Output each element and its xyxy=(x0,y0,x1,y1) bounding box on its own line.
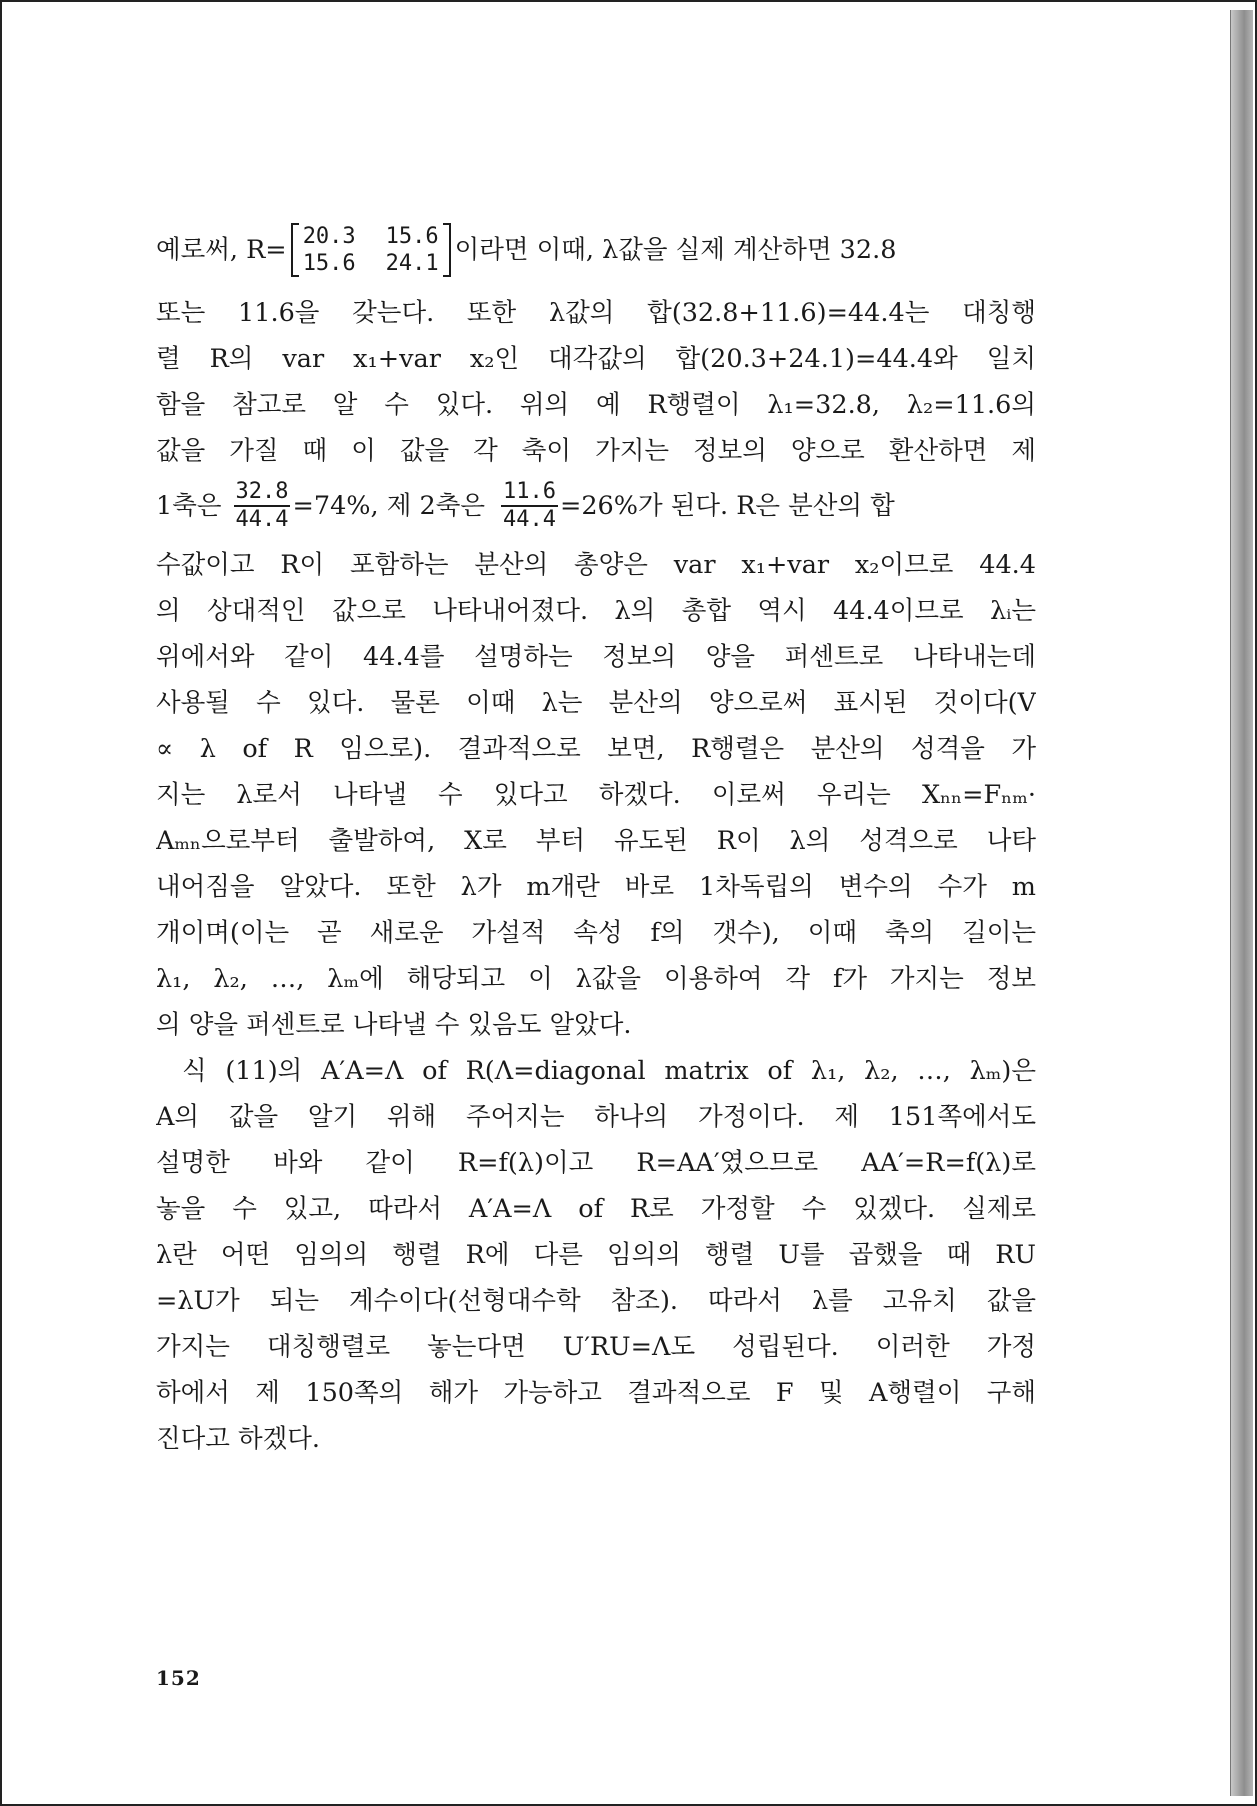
matrix-cells xyxy=(299,223,443,277)
text-line: A의 값을 알기 위해 주어지는 하나의 가정이다. 제 151쪽에서도 xyxy=(156,1102,1036,1132)
fraction-numerator: 11.6 xyxy=(501,479,558,507)
body-text xyxy=(156,218,1036,1462)
text-line: λ란 어떤 임의의 행렬 R에 다른 임의의 행렬 U를 곱했을 때 RU xyxy=(156,1240,1036,1270)
text-line: 렬 R의 var x₁+var x₂인 대각값의 합(20.3+24.1)=44.4와 일치 xyxy=(156,344,1036,374)
text-line: 사용될 수 있다. 물론 이때 λ는 분산의 양으로써 표시된 것이다(V xyxy=(156,688,1036,718)
page-edge-shadow xyxy=(1230,10,1253,1796)
text-line: 진다고 하겠다. xyxy=(156,1424,321,1454)
matrix-line-prefix: 예로써, R= xyxy=(156,235,287,265)
fraction-numerator: 32.8 xyxy=(234,479,291,507)
paragraph-1-part-a xyxy=(156,290,1036,474)
fraction-axis-2 xyxy=(501,479,558,533)
text-line: ∝ λ of R 임으로). 결과적으로 보면, R행렬은 분산의 성격을 가 xyxy=(156,734,1036,764)
matrix-line-suffix: 이라면 이때, λ값을 실제 계산하면 32.8 xyxy=(454,235,897,265)
fraction-line xyxy=(156,474,1036,538)
fraction-line-part2: =74%, 제 2축은 xyxy=(292,491,485,521)
fraction-line-part1: 1축은 xyxy=(156,491,222,521)
fraction-denominator: 44.4 xyxy=(235,507,289,532)
text-line: 함을 참고로 알 수 있다. 위의 예 R행렬이 λ₁=32.8, λ₂=11.6의 xyxy=(156,390,1036,420)
text-line: 위에서와 같이 44.4를 설명하는 정보의 양을 퍼센트로 나타내는데 xyxy=(156,642,1036,672)
text-line: λ₁, λ₂, …, λₘ에 해당되고 이 λ값을 이용하여 각 f가 가지는 정보 xyxy=(156,964,1036,994)
text-line: =λU가 되는 계수이다(선형대수학 참조). 따라서 λ를 고유치 값을 xyxy=(156,1286,1036,1316)
text-line: 놓을 수 있고, 따라서 A′A=Λ of R로 가정할 수 있겠다. 실제로 xyxy=(156,1194,1036,1224)
text-line: 내어짐을 알았다. 또한 λ가 m개란 바로 1차독립의 변수의 수가 m xyxy=(156,872,1036,902)
page-number: 152 xyxy=(156,1666,201,1690)
text-line: 하에서 제 150쪽의 해가 가능하고 결과적으로 F 및 A행렬이 구해 xyxy=(156,1378,1036,1408)
text-line: Aₘₙ으로부터 출발하여, X로 부터 유도된 R이 λ의 성격으로 나타 xyxy=(156,826,1036,856)
text-line: 의 양을 퍼센트로 나타낼 수 있음도 알았다. xyxy=(156,1010,632,1040)
fraction-denominator: 44.4 xyxy=(502,507,556,532)
matrix-cell: 24.1 xyxy=(385,251,439,276)
text-line: 식 (11)의 A′A=Λ of R(Λ=diagonal matrix of λ₁, λ₂, …, λₘ)은 xyxy=(182,1056,1036,1086)
text-line: 가지는 대칭행렬로 놓는다면 U′RU=Λ도 성립된다. 이러한 가정 xyxy=(156,1332,1036,1362)
text-line: 수값이고 R이 포함하는 분산의 총양은 var x₁+var x₂이므로 44.4 xyxy=(156,550,1036,580)
text-line: 개이며(이는 곧 새로운 가설적 속성 f의 갯수), 이때 축의 길이는 xyxy=(156,918,1036,948)
matrix-cell: 15.6 xyxy=(385,224,439,249)
text-line: 의 상대적인 값으로 나타내어졌다. λ의 총합 역시 44.4이므로 λᵢ는 xyxy=(156,596,1036,626)
matrix-R xyxy=(291,223,451,277)
fraction-line-part3: =26%가 된다. R은 분산의 합 xyxy=(559,491,895,521)
text-line: 지는 λ로서 나타낼 수 있다고 하겠다. 이로써 우리는 Xₙₙ=Fₙₘ· xyxy=(156,780,1036,810)
text-line: 설명한 바와 같이 R=f(λ)이고 R=AA′였으므로 AA′=R=f(λ)로 xyxy=(156,1148,1036,1178)
matrix-cell: 15.6 xyxy=(302,251,356,276)
matrix-right-bracket xyxy=(443,223,451,277)
matrix-left-bracket xyxy=(291,223,299,277)
matrix-line xyxy=(156,218,1036,282)
fraction-axis-1 xyxy=(234,479,291,533)
paragraph-1-part-b xyxy=(156,542,1036,1048)
paragraph-2 xyxy=(156,1048,1036,1462)
text-line: 또는 11.6을 갖는다. 또한 λ값의 합(32.8+11.6)=44.4는 대칭행 xyxy=(156,298,1036,328)
text-line: 값을 가질 때 이 값을 각 축이 가지는 정보의 양으로 환산하면 제 xyxy=(156,436,1036,466)
matrix-cell: 20.3 xyxy=(302,224,356,249)
